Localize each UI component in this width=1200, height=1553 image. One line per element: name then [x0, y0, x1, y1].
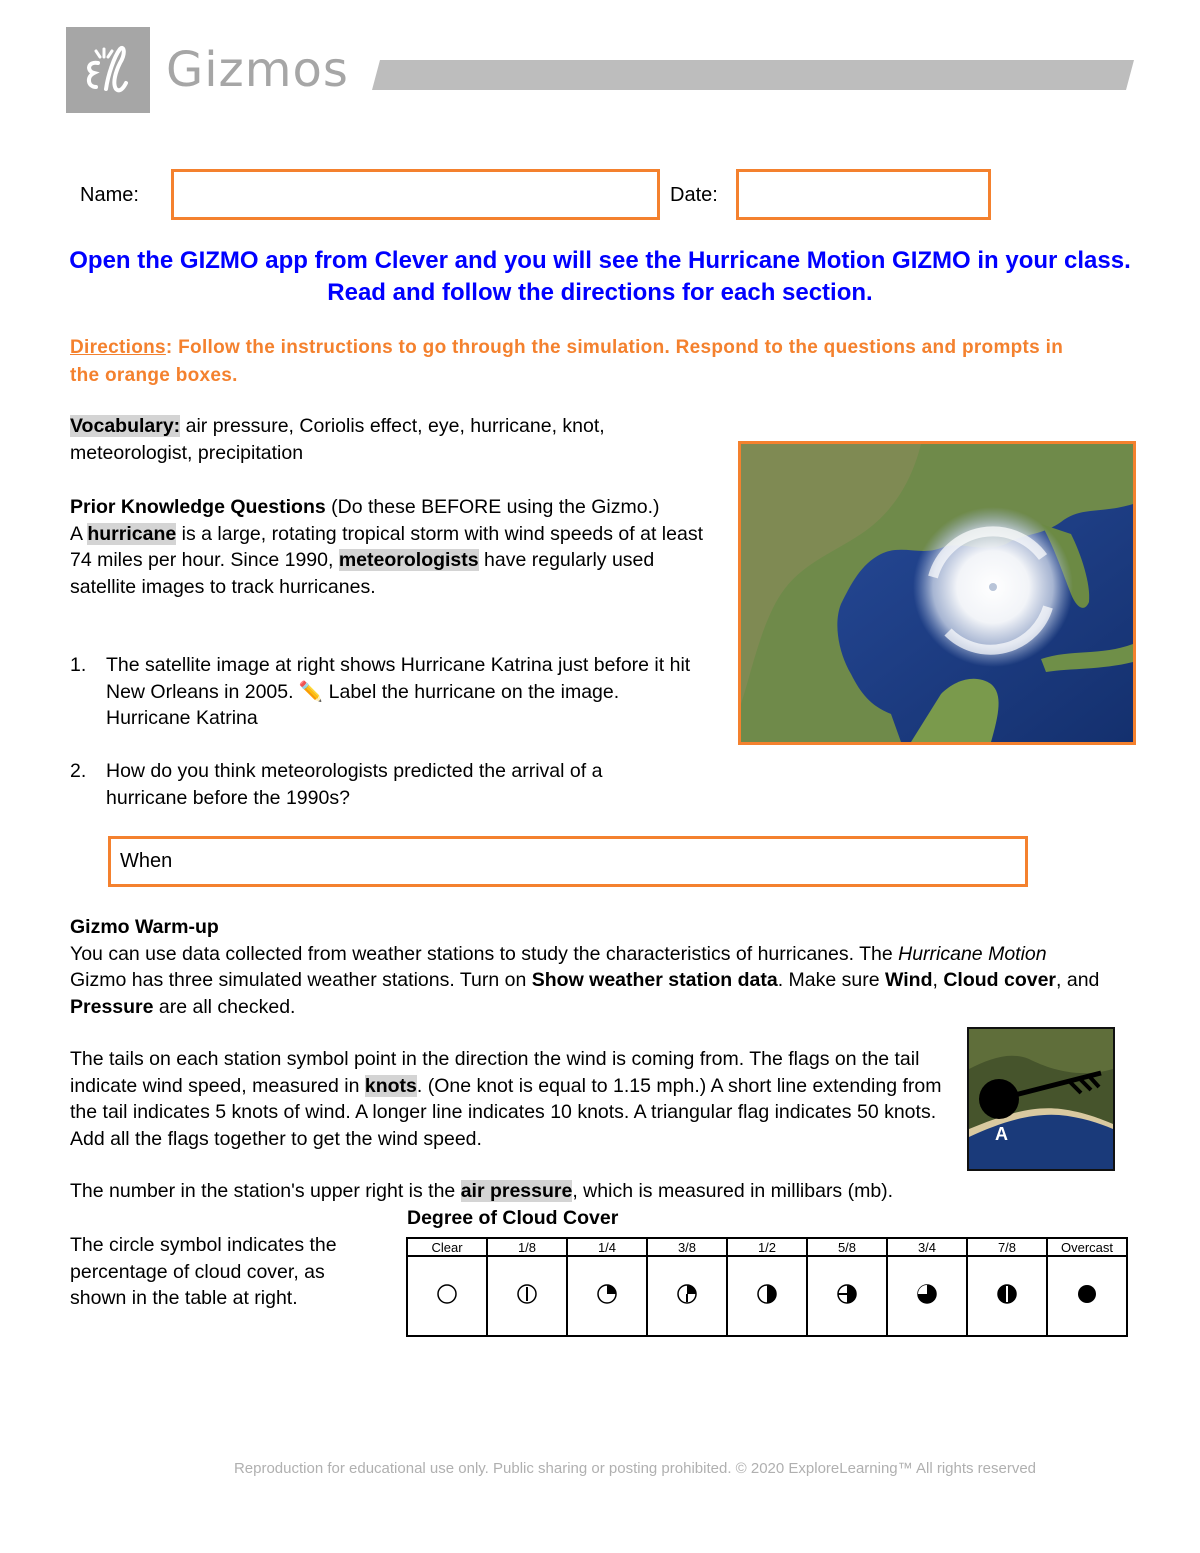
explorelearning-logo — [66, 27, 150, 113]
cloud-cell-1-4 — [567, 1256, 647, 1336]
cloud-col-3-8: 3/8 — [647, 1238, 727, 1256]
warmup-p2-text-a: The tails on each station symbol point in the direction the wind is coming from. The flags on the tail indicate wind speed, measured in — [70, 1048, 920, 1097]
cloud-cell-3-4 — [887, 1256, 967, 1336]
cloud-col-5-8: 5/8 — [807, 1238, 887, 1256]
header-divider-bar — [372, 60, 1134, 90]
question-2-number: 2. — [70, 760, 87, 782]
cloud-cover-table — [406, 1237, 1128, 1337]
cloud-cell-clear — [407, 1256, 487, 1336]
prior-knowledge-title: Prior Knowledge Questions — [70, 496, 326, 518]
directions-text: : Follow the instructions to go through the simulation. Respond to the questions and prompts in the orange boxes. — [70, 337, 1064, 386]
vocabulary-paragraph — [70, 413, 710, 466]
question-1-answer[interactable]: Hurricane Katrina — [106, 707, 258, 729]
cloud-col-3-4: 3/4 — [887, 1238, 967, 1256]
cloud-one-eighth-icon — [516, 1283, 538, 1305]
prior-knowledge-intro — [70, 521, 725, 601]
date-input[interactable] — [739, 172, 988, 217]
term-hurricane: hurricane — [87, 522, 177, 545]
name-field-box — [171, 169, 660, 220]
warmup-p1-text-d: , — [932, 969, 944, 991]
question-1-text: The satellite image at right shows Hurricane Katrina just before it hit New Orleans in 2005. ✏️ Label the hurricane on the image. — [106, 654, 691, 703]
warmup-p1-text-a: You can use data collected from weather stations to study the characteristics of hurricanes. The — [70, 942, 899, 965]
cloud-cover-symbol-row — [407, 1256, 1127, 1336]
weather-station-symbol-image — [967, 1027, 1115, 1171]
cloud-cell-1-2 — [727, 1256, 807, 1336]
warmup-paragraph-3 — [70, 1178, 1070, 1205]
cloud-three-eighths-icon — [676, 1283, 698, 1305]
cloud-cover-header-row — [407, 1238, 1127, 1256]
question-2-answer-input[interactable] — [111, 839, 1025, 884]
warmup-p1-gizmo-name: Hurricane Motion — [898, 942, 1047, 965]
cloud-cover-title: Degree of Cloud Cover — [407, 1207, 619, 1229]
cloud-seven-eighths-icon — [996, 1283, 1018, 1305]
cloud-col-1-8: 1/8 — [487, 1238, 567, 1256]
directions-label: Directions — [70, 337, 166, 358]
hurricane-katrina-satellite-image[interactable] — [738, 441, 1136, 745]
warmup-paragraph-2 — [70, 1046, 950, 1152]
cloud-cell-overcast — [1047, 1256, 1127, 1336]
warmup-p1-text-c: . Make sure — [777, 969, 885, 991]
cloud-one-half-icon — [756, 1283, 778, 1305]
question-2-text: How do you think meteorologists predicted the arrival of a hurricane before the 1990s? — [106, 760, 603, 809]
warmup-p1-text-f: are all checked. — [153, 995, 296, 1018]
prior-knowledge-section — [70, 494, 725, 600]
name-label: Name: — [80, 184, 139, 206]
prior-knowledge-note: (Do these BEFORE using the Gizmo.) — [325, 496, 660, 518]
term-knots: knots — [364, 1074, 417, 1097]
warmup-section — [70, 914, 1100, 1020]
vocabulary-terms: air pressure, Coriolis effect, eye, hurricane, knot, meteorologist, precipitation — [70, 415, 605, 464]
date-field-box — [736, 169, 991, 220]
cloud-cell-3-8 — [647, 1256, 727, 1336]
term-meteorologists: meteorologists — [338, 549, 479, 571]
cloud-three-quarters-icon — [916, 1283, 938, 1305]
satellite-image-graphic — [741, 444, 1133, 742]
instruction-heading: Open the GIZMO app from Clever and you will see the Hurricane Motion GIZMO in your class. Read and follow the directions for each section. — [69, 247, 1131, 306]
footer-copyright: Reproduction for educational use only. Public sharing or posting prohibited. © 2020 ExploreLearning™ All rights reserved — [233, 1460, 1037, 1477]
cloud-col-overcast: Overcast — [1047, 1238, 1127, 1256]
cloud-cell-5-8 — [807, 1256, 887, 1336]
cloud-col-clear: Clear — [407, 1238, 487, 1256]
cloud-clear-icon — [436, 1283, 458, 1305]
question-1-number: 1. — [70, 654, 87, 676]
cloud-overcast-icon — [1076, 1283, 1098, 1305]
cloud-five-eighths-icon — [836, 1283, 858, 1305]
cloud-cell-7-8 — [967, 1256, 1047, 1336]
intro-text-c: have regularly used satellite images to track hurricanes. — [70, 549, 655, 598]
cloud-col-1-2: 1/2 — [727, 1238, 807, 1256]
intro-text-b: is a large, rotating tropical storm with wind speeds of at least 74 miles per hour. Since 1990, — [70, 522, 703, 571]
warmup-title: Gizmo Warm-up — [70, 916, 219, 938]
warmup-p1-cloud-cover: Cloud cover — [943, 969, 1057, 991]
term-air-pressure: air pressure — [460, 1180, 573, 1202]
warmup-p2-text-b: . (One knot is equal to 1.15 mph.) A short line extending from the tail indicates 5 knots of wind. A longer line indicates 10 knots. A triangular flag indicates 50 knots. Add all the flags together to get the wind speed. — [70, 1074, 942, 1150]
warmup-p1-pressure: Pressure — [70, 995, 154, 1018]
date-label: Date: — [670, 184, 718, 206]
question-2-answer-box — [108, 836, 1028, 887]
directions-paragraph — [70, 334, 1070, 390]
station-graphic — [969, 1029, 1113, 1169]
warmup-p1-text-b: Gizmo has three simulated weather stations. Turn on — [70, 969, 532, 991]
cloud-one-quarter-icon — [596, 1283, 618, 1305]
warmup-p3-text-a: The number in the station's upper right is the — [70, 1180, 461, 1202]
cloud-col-7-8: 7/8 — [967, 1238, 1047, 1256]
warmup-p1-wind: Wind — [885, 969, 933, 991]
warmup-p1-text-e: , and — [1056, 969, 1100, 991]
warmup-paragraph-1 — [70, 941, 1100, 1021]
warmup-p3-text-b: , which is measured in millibars (mb). — [572, 1180, 894, 1202]
prior-knowledge-heading — [70, 494, 725, 521]
warmup-paragraph-4: The circle symbol indicates the percentage of cloud cover, as shown in the table at right. — [70, 1234, 337, 1309]
intro-text-a: A — [70, 522, 88, 545]
cloud-col-1-4: 1/4 — [567, 1238, 647, 1256]
brand-title: Gizmos — [166, 42, 349, 98]
warmup-p1-show-data: Show weather station data — [531, 969, 778, 991]
el-logo-icon — [66, 27, 150, 113]
question-1 — [106, 652, 726, 732]
vocabulary-label: Vocabulary: — [70, 415, 181, 437]
station-label: A — [995, 1124, 1008, 1144]
cloud-cell-1-8 — [487, 1256, 567, 1336]
name-input[interactable] — [174, 172, 657, 217]
